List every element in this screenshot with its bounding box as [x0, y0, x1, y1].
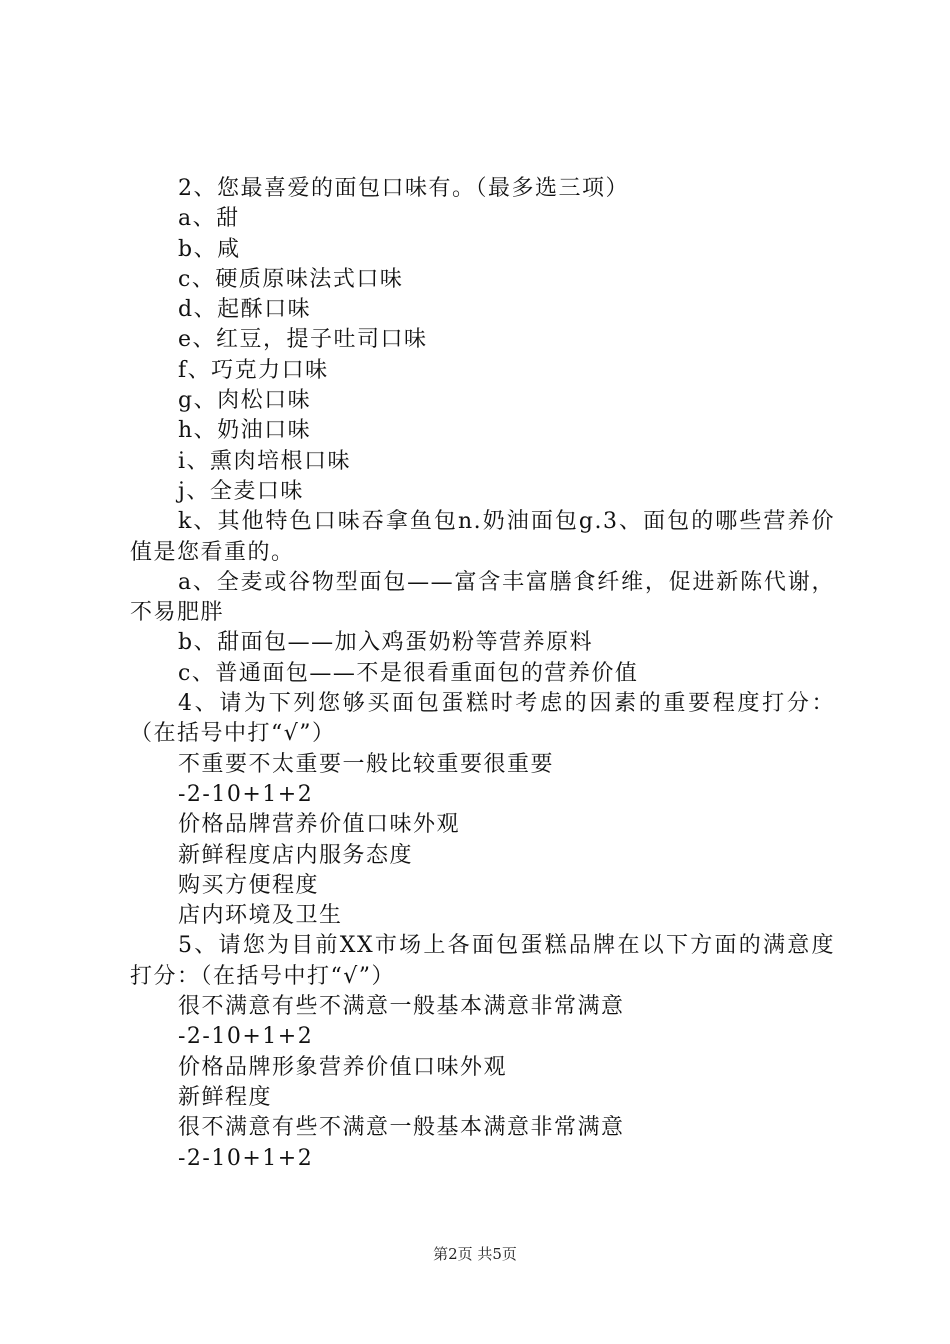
page-footer: 第2页 共5页 [433, 1245, 517, 1263]
text-line: h、奶油口味 [178, 418, 312, 444]
text-line: a、甜 [178, 206, 240, 232]
text-line: -2-10+1+2 [178, 1024, 314, 1050]
text-line: i、熏肉培根口味 [178, 448, 352, 474]
text-line: b、甜面包——加入鸡蛋奶粉等营养原料 [178, 630, 594, 656]
paragraph: a、全麦或谷物型面包——富含丰富膳食纤维，促进新陈代谢，不易肥胖 [130, 569, 835, 626]
text-line: 店内环境及卫生 [178, 903, 343, 929]
paragraph: 5、请您为目前XX市场上各面包蛋糕品牌在以下方面的满意度打分：（在括号中打“√”） [130, 933, 835, 989]
text-line: 很不满意有些不满意一般基本满意非常满意 [178, 994, 625, 1020]
text-line: 不重要不太重要一般比较重要很重要 [178, 751, 555, 777]
paragraph: k、其他特色口味吞拿鱼包n.奶油面包g.3、面包的哪些营养价值是您看重的。 [130, 509, 835, 565]
text-line: -2-10+1+2 [178, 1145, 314, 1171]
text-line: 新鲜程度店内服务态度 [178, 842, 414, 868]
text-line: -2-10+1+2 [178, 781, 314, 807]
paragraph: 4、请为下列您够买面包蛋糕时考虑的因素的重要程度打分：（在括号中打“√”） [130, 691, 835, 747]
text-line: b、咸 [178, 236, 241, 262]
text-line: 2、您最喜爱的面包口味有。（最多选三项） [178, 176, 629, 201]
text-line: f、巧克力口味 [178, 357, 329, 383]
text-line: 很不满意有些不满意一般基本满意非常满意 [178, 1115, 625, 1141]
text-line: 购买方便程度 [178, 872, 320, 898]
text-line: g、肉松口味 [178, 388, 312, 414]
text-line: c、硬质原味法式口味 [178, 266, 404, 292]
text-line: e、红豆，提子吐司口味 [178, 327, 428, 353]
text-line: d、起酥口味 [178, 297, 312, 323]
text-line: 价格品牌营养价值口味外观 [178, 812, 461, 838]
text-line: c、普通面包——不是很看重面包的营养价值 [178, 660, 639, 686]
text-line: 新鲜程度 [178, 1084, 273, 1110]
document-body [130, 174, 835, 1174]
text-line: 价格品牌形象营养价值口味外观 [178, 1054, 508, 1080]
text-line: j、全麦口味 [178, 478, 304, 504]
